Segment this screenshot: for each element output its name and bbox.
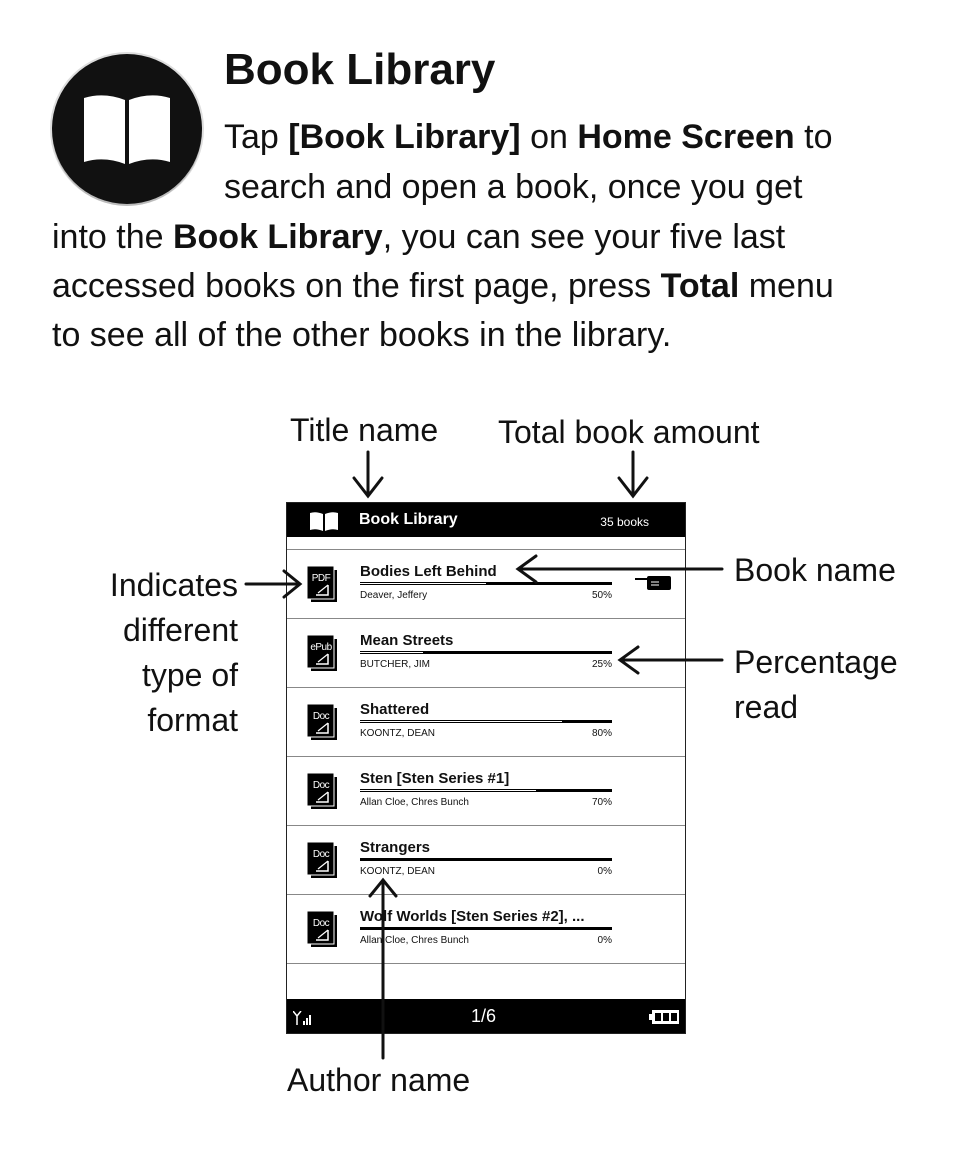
intro-line-5: to see all of the other books in the library. bbox=[52, 316, 672, 354]
book-name: Sten [Sten Series #1] bbox=[360, 770, 510, 787]
author-name: Allan Cloe, Chres Bunch bbox=[360, 935, 469, 946]
page-title: Book Library bbox=[224, 45, 496, 94]
label-author-name: Author name bbox=[287, 1062, 471, 1098]
arrow-format bbox=[246, 571, 300, 597]
label-percentage-1: Percentage bbox=[734, 644, 898, 680]
library-title: Book Library bbox=[359, 511, 458, 528]
author-name: KOONTZ, DEAN bbox=[360, 728, 436, 739]
intro-line-2: search and open a book, once you get bbox=[224, 168, 803, 206]
format-label: Doc bbox=[312, 918, 330, 929]
author-name: Deaver, Jeffery bbox=[360, 590, 428, 601]
percent-read: 50% bbox=[591, 590, 612, 601]
percent-read: 0% bbox=[597, 935, 612, 946]
percent-read: 0% bbox=[597, 866, 612, 877]
book-name: Wolf Worlds [Sten Series #2], ... bbox=[360, 908, 585, 925]
arrow-book-name bbox=[518, 556, 722, 582]
author-name: KOONTZ, DEAN bbox=[360, 866, 436, 877]
format-label: Doc bbox=[312, 849, 330, 860]
author-name: Allan Cloe, Chres Bunch bbox=[360, 797, 469, 808]
intro-line-3: into the Book Library, you can see your five last bbox=[52, 218, 786, 256]
book-name: Bodies Left Behind bbox=[360, 563, 497, 580]
format-label: ePub bbox=[310, 642, 332, 653]
label-indicates-3: type of bbox=[141, 657, 238, 693]
format-label: Doc bbox=[312, 711, 330, 722]
label-indicates-4: format bbox=[147, 702, 238, 738]
page-indicator: 1/6 bbox=[471, 1006, 497, 1026]
arrow-author-name bbox=[370, 880, 396, 1058]
arrow-total-amount bbox=[619, 452, 647, 496]
label-percentage-2: read bbox=[734, 689, 799, 725]
arrow-percentage bbox=[620, 647, 722, 673]
arrow-title-name bbox=[354, 452, 382, 496]
intro-line-4: accessed books on the first page, press Total menu bbox=[52, 267, 834, 305]
label-book-name: Book name bbox=[734, 552, 896, 588]
format-label: Doc bbox=[312, 780, 330, 791]
book-name: Shattered bbox=[360, 701, 430, 718]
percent-read: 70% bbox=[591, 797, 612, 808]
format-label: PDF bbox=[311, 573, 331, 584]
book-name: Mean Streets bbox=[360, 632, 454, 649]
percent-read: 25% bbox=[591, 659, 612, 670]
label-title-name: Title name bbox=[290, 412, 439, 448]
intro-line-1: Tap [Book Library] on Home Screen to bbox=[224, 118, 833, 156]
book-name: Strangers bbox=[360, 839, 431, 856]
percent-read: 80% bbox=[591, 728, 612, 739]
label-indicates-1: Indicates bbox=[109, 567, 238, 603]
book-count: 35 books bbox=[600, 515, 649, 529]
label-total-amount: Total book amount bbox=[498, 414, 760, 450]
label-indicates-2: different bbox=[122, 612, 238, 648]
author-name: BUTCHER, JIM bbox=[360, 659, 430, 670]
